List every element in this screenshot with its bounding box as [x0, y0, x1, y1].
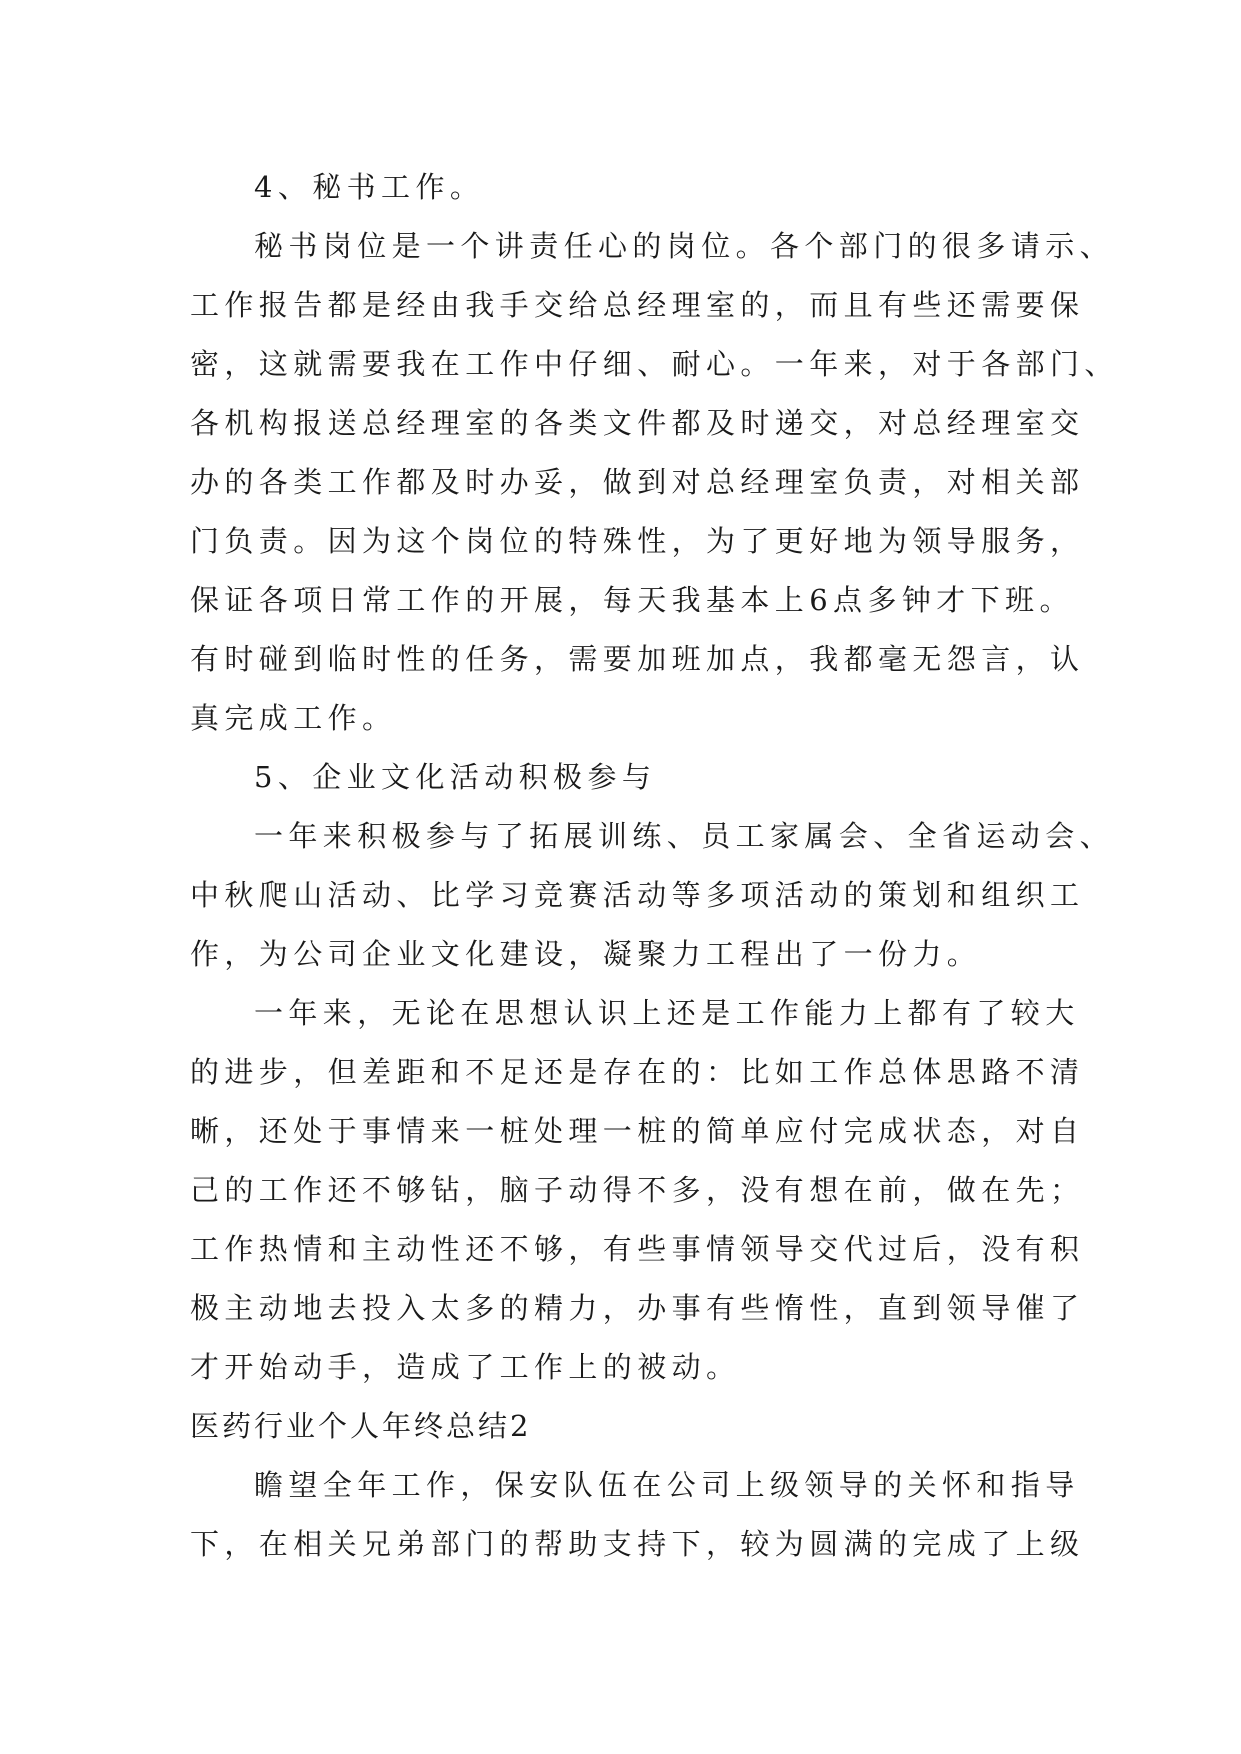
paragraph-line: 极主动地去投入太多的精力，办事有些惰性，直到领导催了	[190, 1291, 1085, 1325]
paragraph-line: 办的各类工作都及时办妥，做到对总经理室负责，对相关部	[190, 465, 1085, 499]
paragraph-line: 才开始动手，造成了工作上的被动。	[190, 1350, 741, 1384]
paragraph-line: 保证各项日常工作的开展，每天我基本上6点多钟才下班。	[190, 583, 1074, 617]
section-heading: 5、企业文化活动积极参与	[254, 760, 657, 794]
paragraph-line: 有时碰到临时性的任务，需要加班加点，我都毫无怨言，认	[190, 642, 1085, 676]
document-title: 医药行业个人年终总结2	[190, 1409, 532, 1443]
paragraph-line: 己的工作还不够钻，脑子动得不多，没有想在前，做在先；	[190, 1173, 1085, 1207]
paragraph-line: 一年来积极参与了拓展训练、员工家属会、全省运动会、	[254, 819, 1115, 853]
paragraph-line: 一年来，无论在思想认识上还是工作能力上都有了较大	[254, 996, 1080, 1030]
paragraph-line: 下，在相关兄弟部门的帮助支持下，较为圆满的完成了上级	[190, 1527, 1085, 1561]
paragraph-line: 密，这就需要我在工作中仔细、耐心。一年来，对于各部门、	[190, 347, 1119, 381]
paragraph-line: 真完成工作。	[190, 701, 397, 735]
paragraph-line: 中秋爬山活动、比学习竞赛活动等多项活动的策划和组织工	[190, 878, 1085, 912]
paragraph-line: 作，为公司企业文化建设，凝聚力工程出了一份力。	[190, 937, 982, 971]
document-body	[190, 158, 1119, 1574]
paragraph-line: 瞻望全年工作，保安队伍在公司上级领导的关怀和指导	[254, 1468, 1080, 1502]
section-heading: 4、秘书工作。	[254, 170, 485, 204]
paragraph-line: 工作热情和主动性还不够，有些事情领导交代过后，没有积	[190, 1232, 1085, 1266]
paragraph-line: 各机构报送总经理室的各类文件都及时递交，对总经理室交	[190, 406, 1085, 440]
paragraph-line: 的进步，但差距和不足还是存在的：比如工作总体思路不清	[190, 1055, 1085, 1089]
paragraph-line: 工作报告都是经由我手交给总经理室的，而且有些还需要保	[190, 288, 1085, 322]
paragraph-line: 门负责。因为这个岗位的特殊性，为了更好地为领导服务，	[190, 524, 1085, 558]
paragraph-line: 秘书岗位是一个讲责任心的岗位。各个部门的很多请示、	[254, 229, 1115, 263]
paragraph-line: 晰，还处于事情来一桩处理一桩的简单应付完成状态，对自	[190, 1114, 1085, 1148]
